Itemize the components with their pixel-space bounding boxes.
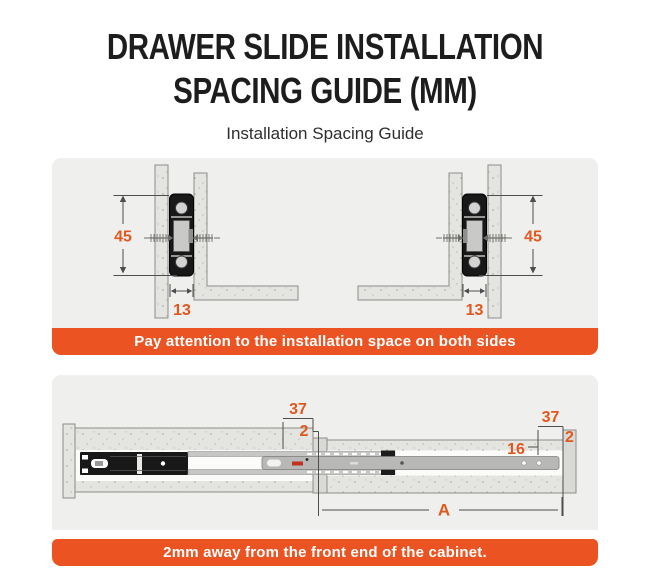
front-spacing-diagram xyxy=(52,375,598,530)
page-title-line2: SPACING GUIDE (MM) xyxy=(173,69,477,111)
left-diagram-geometry xyxy=(114,165,299,318)
right-height-dimension-label: 45 xyxy=(524,228,542,246)
front-offset-label: 37 xyxy=(541,408,560,426)
front-gap-label: 2 xyxy=(565,428,574,446)
left-height-dimension-label: 45 xyxy=(114,228,132,246)
front-spacing-panel xyxy=(52,375,598,566)
mounting-hole xyxy=(537,461,541,465)
cabinet-rail xyxy=(80,452,188,475)
page-header xyxy=(0,0,650,144)
right-diagram-geometry xyxy=(358,165,543,318)
slide-length-label: A xyxy=(437,500,451,520)
cabinet-back-edge xyxy=(63,424,75,498)
left-width-dimension-label: 13 xyxy=(173,301,191,319)
front-spacing-banner: 2mm away from the front end of the cabinet. xyxy=(52,539,598,566)
side-spacing-banner: Pay attention to the installation space on both sides xyxy=(52,328,598,355)
side-spacing-diagram xyxy=(52,158,598,328)
drawer-slide-cross-section xyxy=(170,194,194,276)
release-lever xyxy=(292,461,303,465)
page-title-line1: DRAWER SLIDE INSTALLATION xyxy=(106,26,544,67)
panel-divider xyxy=(52,530,598,539)
side-spacing-panel xyxy=(52,158,598,355)
drawer-rail xyxy=(262,456,559,469)
hole-spacing-label: 16 xyxy=(507,440,525,458)
right-width-dimension-label: 13 xyxy=(465,301,484,319)
mounting-hole xyxy=(522,461,526,465)
page-title xyxy=(59,25,592,113)
page-subtitle: Installation Spacing Guide xyxy=(226,123,424,143)
rear-gap-label: 2 xyxy=(299,422,309,440)
cabinet-l-board xyxy=(194,173,298,300)
width-dimension-lines xyxy=(170,284,193,297)
rear-offset-label: 37 xyxy=(289,400,307,418)
